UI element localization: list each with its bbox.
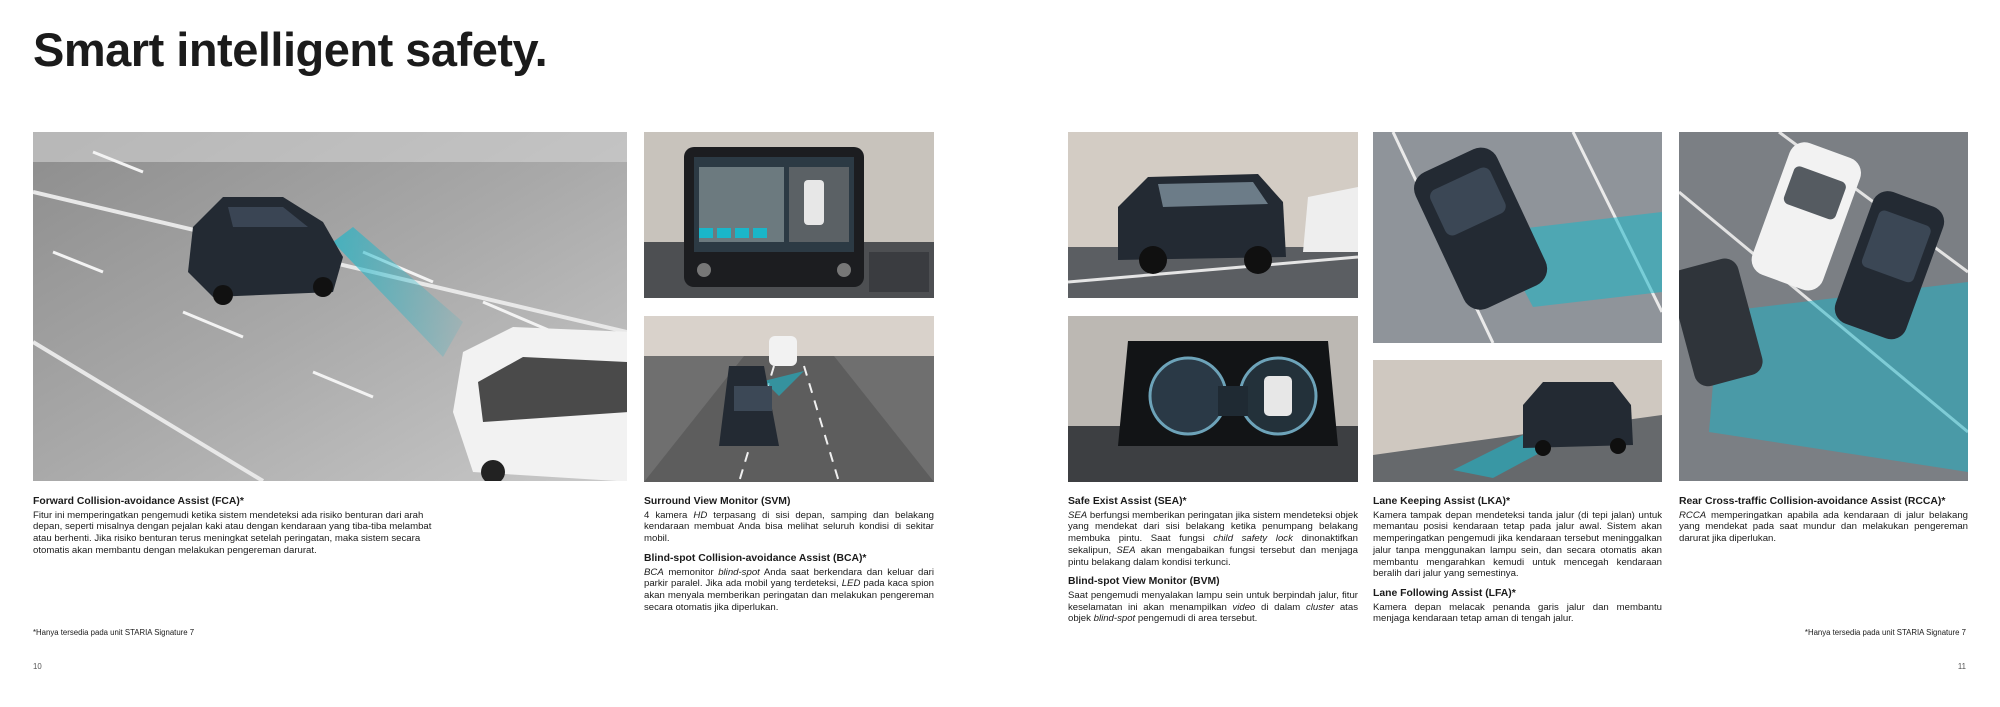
rcca-caption <box>1679 496 1968 553</box>
svm-screen-photo <box>644 132 934 298</box>
lka-title: Lane Keeping Assist (LKA)* <box>1373 496 1511 507</box>
fca-caption <box>33 496 438 565</box>
page-number-left: 10 <box>33 662 42 671</box>
lka-text: Kamera tampak depan mendeteksi tanda jalur (di tepi jalan) untuk memantau posisi kendaraan tetap pada jalur awal. Sistem akan memperingatkan pengemudi jika kendaraan tersebut meninggalkan jalur tanpa menggunakan lampu sein, dan secara otomatis akan membantu mengarahkan kemudi untuk mencegah kendaraan beralih dari jalur yang semestinya. <box>1373 509 1662 580</box>
sea-title: Safe Exist Assist (SEA)* <box>1068 496 1187 507</box>
lfa-title: Lane Following Assist (LFA)* <box>1373 587 1516 599</box>
fca-highway-photo <box>33 132 627 481</box>
sea-text: SEA berfungsi memberikan peringatan jika sistem mendeteksi objek yang mendekat dari sisi belakang ketika penumpang belakang membuka pintu. Saat fungsi child safety lock dinonaktifkan sekalipun, SEA akan mengabaikan fungsi tersebut dan menjaga pintu belakang dalam kondisi terkunci. <box>1068 509 1359 568</box>
bvm-title: Blind-spot View Monitor (BVM) <box>1068 576 1220 588</box>
rcca-text: RCCA memperingatkan apabila ada kendaraan di jalur belakang yang mendekat pada saat mundur dan melakukan pengereman darurat jika diperlukan. <box>1679 509 1968 545</box>
svm-title: Surround View Monitor (SVM) <box>644 496 791 507</box>
lka-lfa-caption <box>1373 496 1662 633</box>
svm-text: 4 kamera HD terpasang di sisi depan, samping dan belakang kendaraan membuat Anda bisa melihat seluruh kondisi di sekitar mobil. <box>644 509 934 545</box>
bvm-text: Saat pengemudi menyalakan lampu sein untuk berpindah jalur, fitur keselamatan ini akan menampilkan video di dalam cluster atas objek blind-spot pengemudi di area tersebut. <box>1068 589 1358 625</box>
bca-road-photo <box>644 316 934 482</box>
page-title: Smart intelligent safety. <box>33 23 548 76</box>
footnote-right: *Hanya tersedia pada unit STARIA Signature 7 <box>1804 628 1966 637</box>
lfa-text: Kamera depan melacak penanda garis jalur dan membantu menjaga kendaraan tetap aman di tengah jalur. <box>1373 601 1662 625</box>
fca-text: Fitur ini memperingatkan pengemudi ketika sistem mendeteksi ada risiko benturan dari arah depan, seperti misalnya dengan pejalan kaki atau dengan kendaraan yang tiba-tiba melambat atau berhenti. Jika risiko benturan terus meningkat setelah peringatan, maka sistem secara otomatis akan membantu dengan melakukan pengereman darurat. <box>33 509 432 556</box>
lka-topdown-photo <box>1373 132 1662 343</box>
rcca-title: Rear Cross-traffic Collision-avoidance Assist (RCCA)* <box>1679 496 1946 507</box>
svm-bca-caption <box>644 496 934 621</box>
bca-text: BCA memonitor blind-spot Anda saat berkendara dan keluar dari parkir paralel. Jika ada mobil yang terdeteksi, LED pada kaca spion akan menyala memberikan peringatan dan melakukan pengereman secara otomatis jika diperlukan. <box>644 566 934 613</box>
sea-minivan-photo <box>1068 132 1358 298</box>
bvm-cluster-photo <box>1068 316 1358 482</box>
lfa-side-photo <box>1373 360 1662 482</box>
footnote-left: *Hanya tersedia pada unit STARIA Signature 7 <box>33 628 195 637</box>
fca-title: Forward Collision-avoidance Assist (FCA)* <box>33 496 244 507</box>
bca-title: Blind-spot Collision-avoidance Assist (BCA)* <box>644 552 867 564</box>
rcca-parking-photo <box>1679 132 1968 481</box>
page-number-right: 11 <box>1957 662 1966 671</box>
sea-bvm-caption <box>1068 496 1358 633</box>
